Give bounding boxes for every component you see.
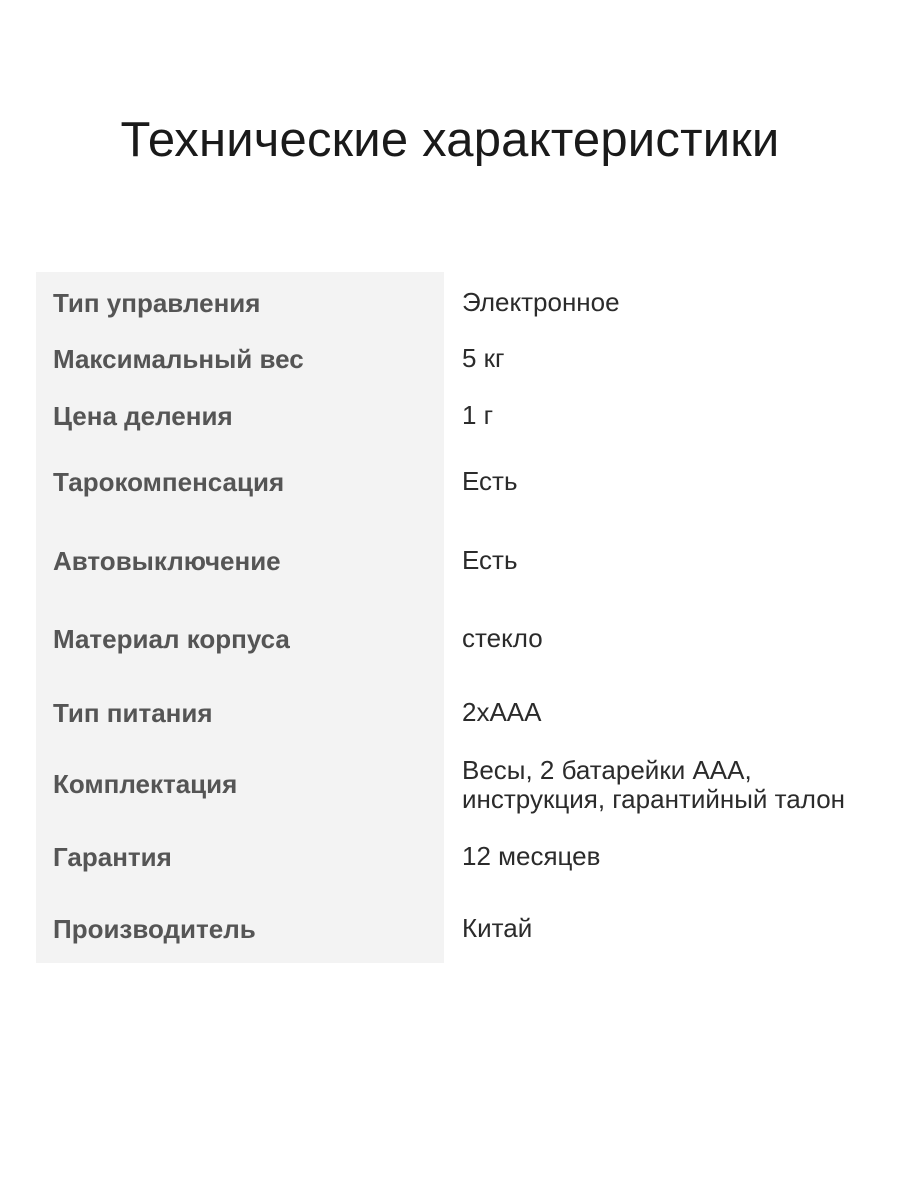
page-title: Технические характеристики [120, 113, 780, 167]
spec-label: Тип питания [53, 698, 213, 728]
spec-value: 12 месяцев [462, 841, 601, 871]
spec-value: Есть [462, 545, 518, 575]
spec-label: Тарокомпенсация [53, 467, 285, 497]
spec-value: Электронное [462, 287, 620, 317]
spec-value: 1 г [462, 400, 494, 430]
spec-value: стекло [462, 623, 543, 653]
spec-value: 5 кг [462, 343, 505, 373]
spec-label: Материал корпуса [53, 624, 290, 654]
spec-label: Максимальный вес [53, 344, 304, 374]
spec-label: Цена деления [53, 401, 233, 431]
spec-label: Гарантия [53, 842, 172, 872]
spec-value: 2хААА [462, 697, 542, 727]
spec-value: Есть [462, 466, 518, 496]
spec-value: Весы, 2 батарейки ААА, инструкция, гарантийный талон [462, 755, 846, 814]
spec-label: Комплектация [53, 769, 238, 799]
spec-value: Китай [462, 913, 533, 943]
spec-label: Тип управления [53, 288, 261, 318]
spec-label: Автовыключение [53, 546, 281, 576]
spec-label: Производитель [53, 914, 256, 944]
